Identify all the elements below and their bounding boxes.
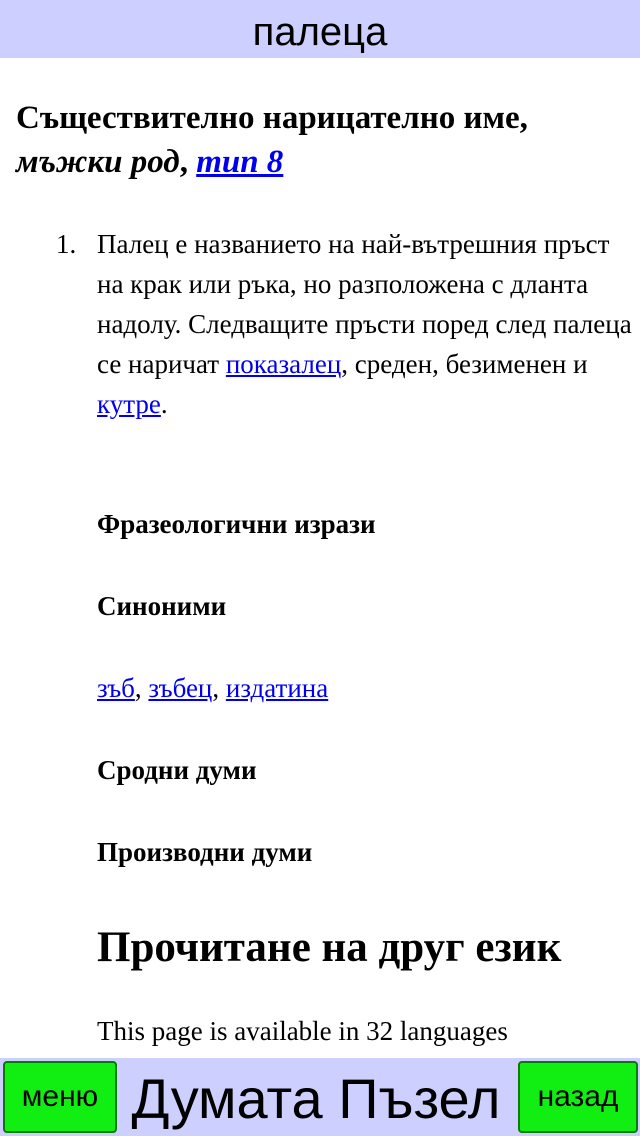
- link-pokazalets[interactable]: показалец: [225, 349, 342, 379]
- derived-words-heading: Производни думи: [97, 837, 313, 867]
- link-kutre[interactable]: кутре: [97, 389, 161, 419]
- part-of-speech-heading: [16, 96, 626, 184]
- synonym-link[interactable]: издатина: [225, 673, 329, 703]
- type-link[interactable]: тип 8: [196, 144, 284, 180]
- app-title: Думата Пъзел: [131, 1067, 501, 1130]
- synonyms-heading: Синоними: [97, 591, 227, 621]
- definition-part-1: Палец е названието на най-вътрешния пръст на крак или ръка, но разположена с дланта надолу. Следващите пръсти поред след палеца се наричат: [97, 229, 632, 379]
- article-content[interactable]: [0, 58, 640, 1058]
- pos-gender: мъжки род: [16, 144, 180, 180]
- definition-part-2: , среден, безименен и: [341, 349, 588, 379]
- phraseology-heading: Фразеологични изрази: [97, 509, 376, 539]
- synonym-separator: ,: [212, 673, 226, 703]
- availability-text: This page is available in 32 languages: [97, 1016, 508, 1046]
- synonyms-list: [97, 668, 328, 708]
- page-title: палеца: [252, 10, 388, 54]
- bottom-bar: [0, 1058, 640, 1136]
- pos-separator: ,: [179, 144, 197, 180]
- pos-main: Съществително нарицателно име,: [16, 100, 528, 136]
- top-bar: [0, 0, 640, 58]
- menu-button[interactable]: меню: [3, 1061, 117, 1133]
- definition-part-3: .: [160, 389, 168, 419]
- synonym-link[interactable]: зъбец: [148, 673, 213, 703]
- definition-text: [97, 224, 632, 424]
- back-button[interactable]: назад: [518, 1061, 638, 1133]
- synonym-separator: ,: [134, 673, 149, 703]
- other-language-heading: Прочитане на друг език: [97, 924, 562, 971]
- related-words-heading: Сродни думи: [97, 755, 257, 785]
- definition-number: 1.: [56, 229, 77, 259]
- synonym-link[interactable]: зъб: [97, 673, 135, 703]
